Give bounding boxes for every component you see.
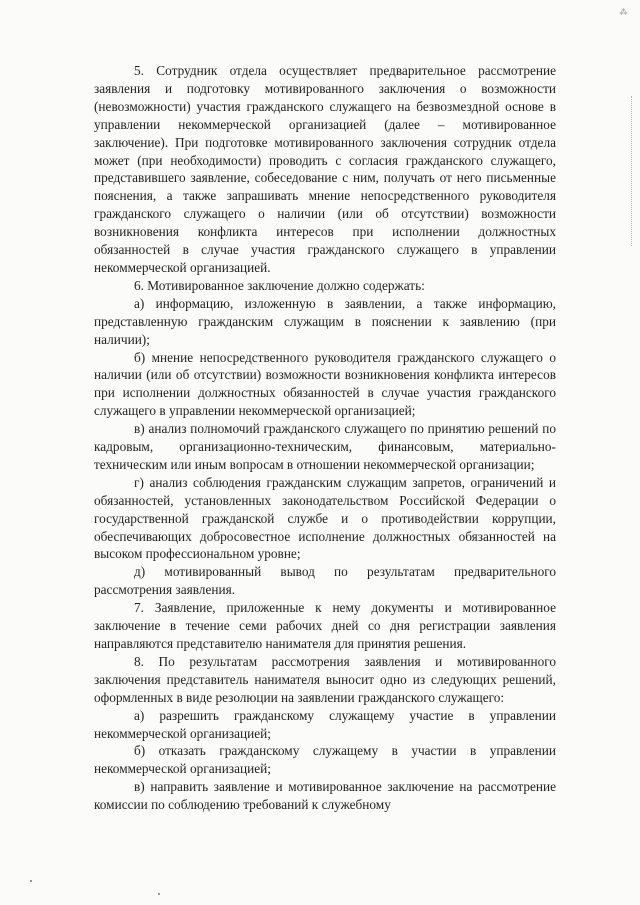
paragraph-6: 6. Мотивированное заключение должно содержать: xyxy=(134,277,425,293)
document-body xyxy=(94,62,556,814)
scan-corner-mark: ⁂ xyxy=(619,8,628,17)
paragraph-8a: а) разрешить гражданскому служащему участие в управлении некоммерческой организацией; xyxy=(94,707,556,741)
paragraph-5: 5. Сотрудник отдела осуществляет предварительное рассмотрение заявления и подготовку мотивированного заключения о возможности (невозможности) участия гражданского служащего на безвозмездной основе в управлении некоммерческой организацией (далее – мотивированное заключение). При подготовке мотивированного заключения сотрудник отдела может (при необходимости) проводить с согласия гражданского служащего, представившего заявление, собеседование с ним, получать от него письменные пояснения, а также запрашивать мнение непосредственного руководителя гражданского служащего о наличии (или об отсутствии) возможности возникновения конфликта интересов при исполнении должностных обязанностей в случае участия гражданского служащего в управлении некоммерческой организацией. xyxy=(94,63,556,275)
paragraph-6a: а) информацию, изложенную в заявлении, а также информацию, представленную гражданским служащим в пояснении к заявлению (при наличии); xyxy=(94,295,556,347)
paragraph-6d: д) мотивированный вывод по результатам предварительного рассмотрения заявления. xyxy=(94,564,556,598)
paragraph-8: 8. По результатам рассмотрения заявления и мотивированного заключения представитель нанимателя выносит одно из следующих решений, оформленных в виде резолюции на заявлении гражданского служащего: xyxy=(94,653,556,705)
paragraph-6g: г) анализ соблюдения гражданским служащим запретов, ограничений и обязанностей, установленных законодательством Российской Федерации о государственной гражданской службе и о противодействии коррупции, обеспечивающих добросовестное исполнение должностных обязанностей на высоком профессиональном уровне; xyxy=(94,474,556,562)
paragraph-8b: б) отказать гражданскому служащему в участии в управлении некоммерческой организацией; xyxy=(94,743,556,777)
scan-edge-artifact xyxy=(630,96,632,246)
paragraph-6b: б) мнение непосредственного руководителя гражданского служащего о наличии (или об отсутствии) возможности возникновения конфликта интересов при исполнении должностных обязанностей в случае участия гражданского служащего в управлении некоммерческой организацией; xyxy=(94,349,556,419)
paragraph-7: 7. Заявление, приложенные к нему документы и мотивированное заключение в течение семи рабочих дней со дня регистрации заявления направляются представителю нанимателя для принятия решения. xyxy=(94,600,556,651)
paragraph-6v: в) анализ полномочий гражданского служащего по принятию решений по кадровым, организационно-техническим, финансовым, материально-техническим или иным вопросам в отношении некоммерческой организации; xyxy=(94,421,556,472)
scan-speck xyxy=(30,880,32,882)
paragraph-8v: в) направить заявление и мотивированное заключение на рассмотрение комиссии по соблюдению требований к служебному xyxy=(94,779,556,813)
scan-speck xyxy=(158,893,160,895)
